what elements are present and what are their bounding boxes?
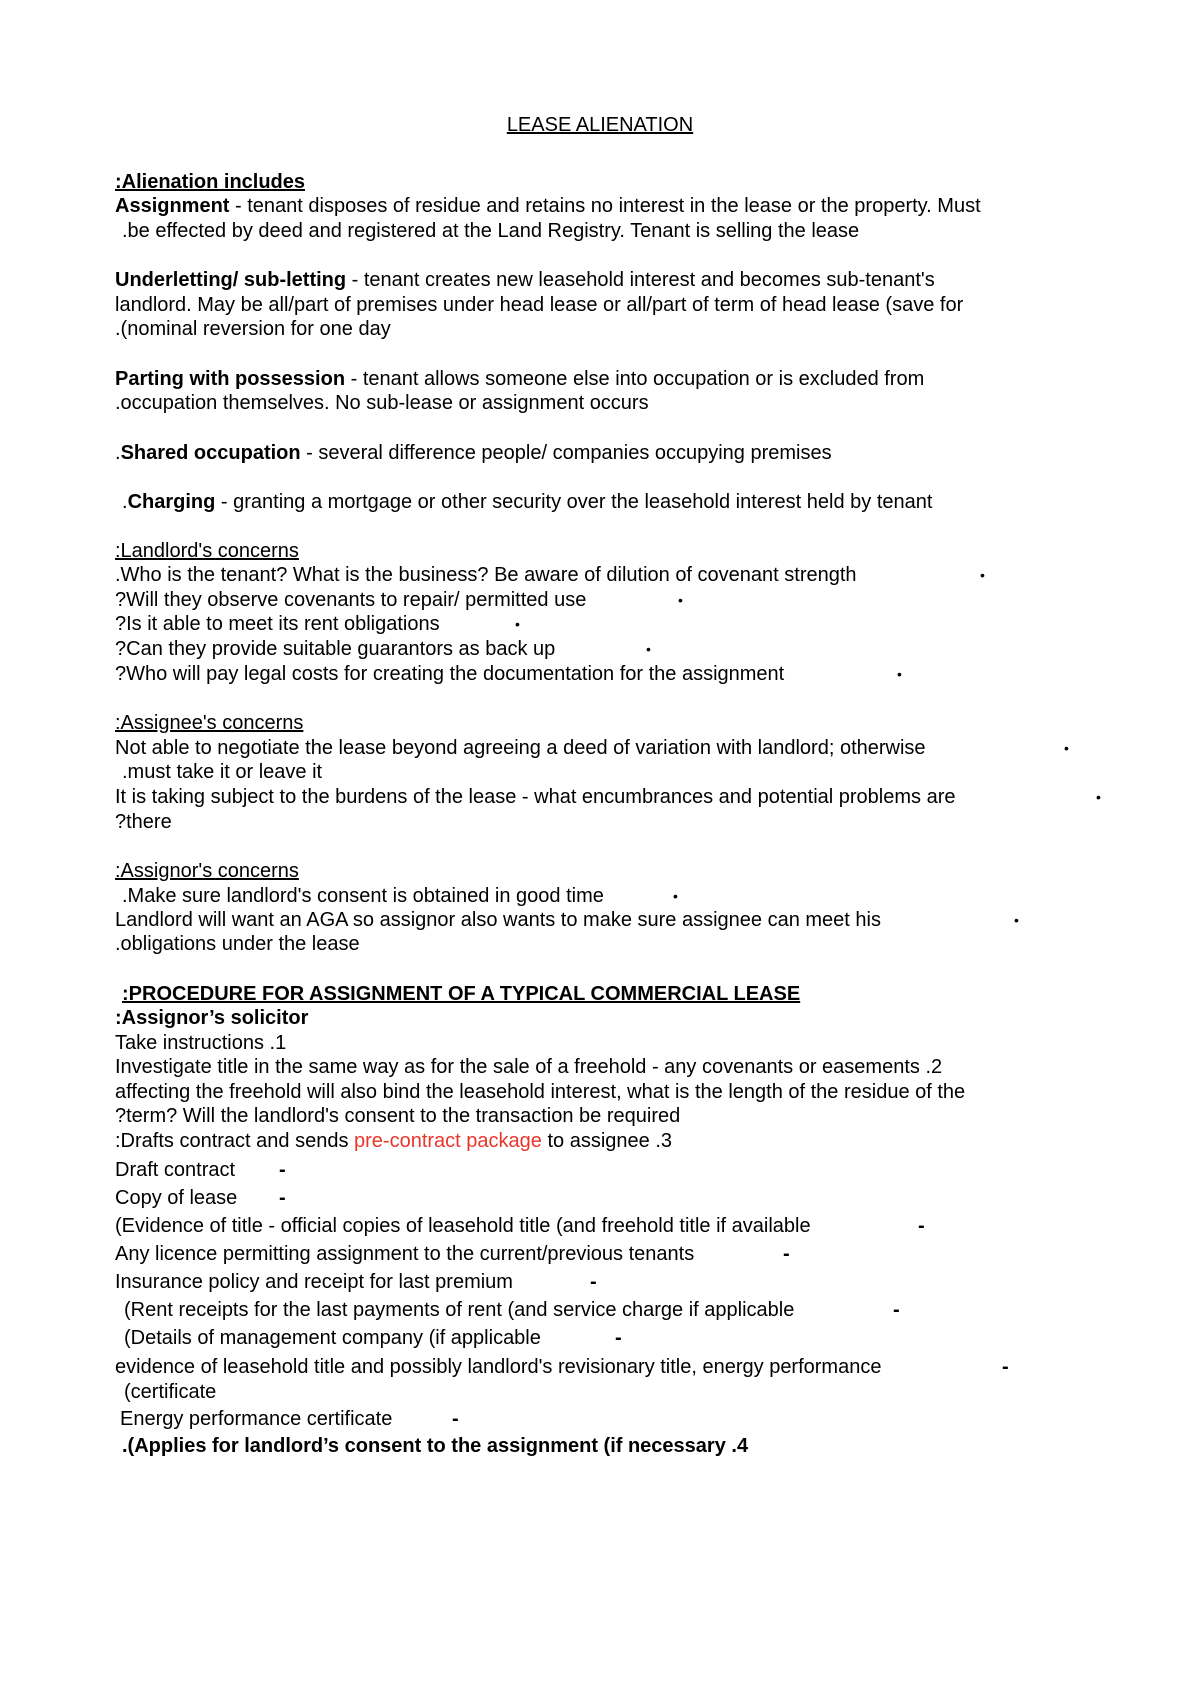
landlord-concern-item: ?Will they observe covenants to repair/ permitted use xyxy=(115,589,587,611)
procedure-step-4: .(Applies for landlord’s consent to the assignment (if necessary .4 xyxy=(122,1435,749,1457)
dash-icon: - xyxy=(893,1299,900,1321)
underletting-definition-line-1: Underletting/ sub-letting - tenant creates new leasehold interest and becomes sub-tenant's xyxy=(115,269,935,291)
shared-occupation-term: Shared occupation xyxy=(120,442,301,464)
bullet-icon: • xyxy=(1096,789,1101,805)
dash-icon: - xyxy=(590,1271,597,1293)
package-item: Draft contract xyxy=(115,1159,236,1181)
assignment-definition-line-1: Assignment - tenant disposes of residue and retains no interest in the lease or the property. Must xyxy=(115,195,981,217)
bullet-icon: • xyxy=(1064,740,1069,756)
assignment-definition-line-2: .be effected by deed and registered at the Land Registry. Tenant is selling the lease xyxy=(122,220,860,242)
charging-definition: .Charging - granting a mortgage or other security over the leasehold interest held by tenant xyxy=(122,491,933,513)
bullet-icon: • xyxy=(897,666,902,682)
assignee-concern-item-line-2: .must take it or leave it xyxy=(122,761,323,783)
package-item-line-1: evidence of leasehold title and possibly landlord's revisionary title, energy performance xyxy=(115,1356,882,1378)
pre-contract-package-highlight: pre-contract package xyxy=(354,1130,542,1152)
landlord-concern-item: ?Is it able to meet its rent obligations xyxy=(115,613,440,635)
assignee-concern-item-line-1: It is taking subject to the burdens of the lease - what encumbrances and potential problems are xyxy=(115,786,956,808)
assignor-solicitor-heading: :Assignor’s solicitor xyxy=(115,1007,309,1029)
procedure-step-1: Take instructions .1 xyxy=(115,1032,287,1054)
page-title: LEASE ALIENATION xyxy=(506,114,694,136)
assignee-concerns-heading: :Assignee's concerns xyxy=(115,712,304,734)
package-item: Energy performance certificate xyxy=(120,1408,393,1430)
bullet-icon: • xyxy=(646,641,651,657)
assignor-concerns-heading: :Assignor's concerns xyxy=(115,860,299,882)
shared-occupation-definition: .Shared occupation - several difference people/ companies occupying premises xyxy=(115,442,832,464)
landlord-concerns-heading: :Landlord's concerns xyxy=(115,540,299,562)
landlord-concern-item: ?Who will pay legal costs for creating the documentation for the assignment xyxy=(115,663,785,685)
package-item: (Details of management company (if applicable xyxy=(124,1327,541,1349)
package-item-line-2: (certificate xyxy=(124,1381,217,1403)
assignor-concern-item: .Make sure landlord's consent is obtained in good time xyxy=(122,885,604,907)
parting-term: Parting with possession xyxy=(115,368,346,390)
landlord-concern-item: ?Can they provide suitable guarantors as back up xyxy=(115,638,556,660)
charging-term: Charging xyxy=(127,491,216,513)
assignment-term: Assignment xyxy=(115,195,230,217)
procedure-step-2-line-2: affecting the freehold will also bind the leasehold interest, what is the length of the residue of the xyxy=(115,1081,966,1103)
bullet-icon: • xyxy=(1014,912,1019,928)
assignor-concern-item-line-2: .obligations under the lease xyxy=(115,933,360,955)
assignee-concern-item-line-1: Not able to negotiate the lease beyond agreeing a deed of variation with landlord; otherwise xyxy=(115,737,926,759)
dash-icon: - xyxy=(452,1408,459,1430)
dash-icon: - xyxy=(279,1187,286,1209)
landlord-concern-item: .Who is the tenant? What is the business? Be aware of dilution of covenant strength xyxy=(115,564,857,586)
dash-icon: - xyxy=(918,1215,925,1237)
underletting-definition-line-3: .(nominal reversion for one day xyxy=(115,318,391,340)
package-item: Copy of lease xyxy=(115,1187,238,1209)
dash-icon: - xyxy=(279,1159,286,1181)
parting-definition-line-1: Parting with possession - tenant allows someone else into occupation or is excluded from xyxy=(115,368,925,390)
package-item: Insurance policy and receipt for last premium xyxy=(115,1271,513,1293)
underletting-term: Underletting/ sub-letting xyxy=(115,269,347,291)
dash-icon: - xyxy=(1002,1356,1009,1378)
bullet-icon: • xyxy=(673,888,678,904)
package-item: (Rent receipts for the last payments of rent (and service charge if applicable xyxy=(124,1299,795,1321)
underletting-definition-line-2: landlord. May be all/part of premises under head lease or all/part of term of head lease (save for xyxy=(115,294,964,316)
dash-icon: - xyxy=(615,1327,622,1349)
alienation-heading: :Alienation includes xyxy=(115,171,306,193)
parting-definition-line-2: .occupation themselves. No sub-lease or assignment occurs xyxy=(115,392,649,414)
bullet-icon: • xyxy=(980,567,985,583)
procedure-step-2-line-1: Investigate title in the same way as for the sale of a freehold - any covenants or easements .2 xyxy=(115,1056,943,1078)
bullet-icon: • xyxy=(515,616,520,632)
procedure-step-3: :Drafts contract and sends pre-contract package to assignee .3 xyxy=(115,1130,672,1152)
package-item: (Evidence of title - official copies of leasehold title (and freehold title if available xyxy=(115,1215,811,1237)
assignor-concern-item-line-1: Landlord will want an AGA so assignor also wants to make sure assignee can meet his xyxy=(115,909,881,931)
procedure-step-2-line-3: ?term? Will the landlord's consent to the transaction be required xyxy=(115,1105,681,1127)
bullet-icon: • xyxy=(678,592,683,608)
dash-icon: - xyxy=(783,1243,790,1265)
package-item: Any licence permitting assignment to the current/previous tenants xyxy=(115,1243,695,1265)
assignee-concern-item-line-2: ?there xyxy=(115,811,172,833)
procedure-heading: :PROCEDURE FOR ASSIGNMENT OF A TYPICAL COMMERCIAL LEASE xyxy=(122,983,801,1005)
